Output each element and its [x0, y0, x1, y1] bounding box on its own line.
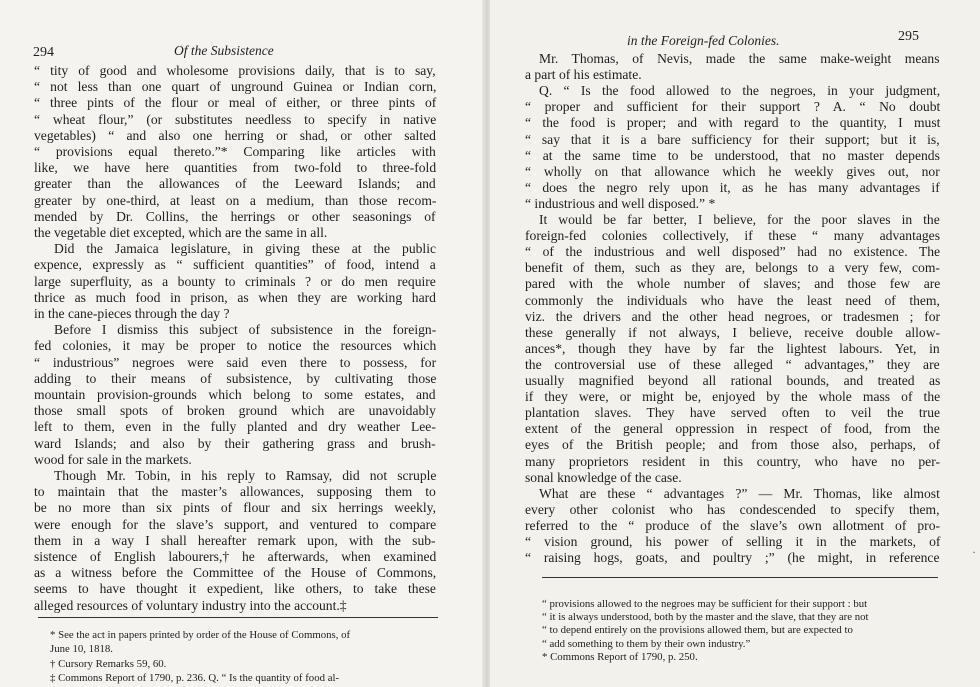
text-line: What are these “ advantages ?” — Mr. Thomas, like almost [539, 485, 940, 501]
text-line: ances*, though they have by far the lightest labours. Yet, in [525, 340, 940, 356]
text-line: large superfluity, as a bounty to criminals ? or do men require [34, 273, 436, 289]
text-line: the controversial use of these alleged “ advantages,” they are [525, 356, 940, 372]
text-line: like, we have here quantities from two-fold to three-fold [34, 160, 437, 176]
text-line: plantation slaves. They have served often to veil the true [525, 405, 941, 421]
footnote-rule [542, 577, 938, 578]
text-line: “ of the industrious and well disposed” had no existence. The [525, 244, 941, 260]
footnote-line: ‡ Commons Report of 1790, p. 236. Q. “ Is the quantity of food al- [50, 671, 340, 684]
footnote-line: * Commons Report of 1790, p. 250. [542, 650, 698, 663]
text-line: “ industrious” negroes were said even there to possess, for [34, 354, 437, 370]
footnote-line: June 10, 1818. [50, 643, 113, 656]
footnote-line: “ to depend entirely on the provisions allowed them, but are expected to [542, 624, 853, 637]
text-line: vegetables) “ and also one herring or shad, or other salted [34, 127, 436, 143]
text-line: sistence of English labourers,† he afterwards, when examined [34, 549, 437, 564]
text-line: “ say that it is a bare sufficiency for their support; but it is, [525, 131, 940, 147]
page-number: 294 [33, 45, 54, 60]
text-line: adding to their means of subsistence, by cultivating those [34, 370, 437, 386]
text-line: those small spots of broken ground which are unavoidably [34, 403, 436, 419]
page-mark: · [972, 545, 976, 559]
text-line: Did the Jamaica legislature, in giving these at the public [54, 241, 437, 257]
footnote-rule [38, 617, 438, 618]
text-line: “ not less than one quart of unground Guinea or Indian corn, [34, 79, 437, 95]
text-line: many proprietors resident in this country, who have no per- [525, 453, 940, 469]
footnote-line: * See the act in papers printed by order of the House of Commons, of [50, 629, 351, 641]
text-line: expence, expressly as “ sufficient quantities” of food, intend a [34, 257, 436, 273]
text-line: in the cane-pieces through the day ? [34, 306, 230, 321]
text-line: Before I dismiss this subject of subsistence in the foreign- [54, 322, 437, 338]
text-line: viz. the drivers and the other head negroes, or tradesmen ; for [525, 308, 941, 324]
text-line: to maintain that the master’s allowances, supposing them to [34, 484, 436, 500]
text-line: pared with the whole number of slaves; and those few are [525, 276, 941, 292]
text-line: foreign-fed colonies collectively, if these “ many advantages [525, 228, 941, 244]
text-line: left to them, even in the fully planted and dry weather Lee- [34, 419, 436, 435]
text-line: Though Mr. Tobin, in his reply to Ramsay, did not scruple [54, 468, 437, 483]
text-line: “ does the negro rely upon it, as he has many advantages if [525, 179, 940, 195]
footnote-line: “ add something to them by their own industry.” [542, 637, 751, 650]
text-line: every other colonist who has condescended to specify them, [525, 501, 940, 517]
footnote-line: “ provisions allowed to the negroes may be sufficient for their support : but [542, 598, 868, 610]
text-line: “ at the same time to be understood, that no master depends [525, 147, 940, 163]
text-line: if they were, or might be, enjoyed by the whole mass of the [525, 389, 941, 405]
text-line: as a witness before the Committee of the House of Commons, [34, 565, 437, 581]
text-line: “ wholly on that allowance which he weekly gives out, nor [525, 163, 940, 179]
text-line: “ industrious and well disposed.” * [525, 195, 716, 211]
text-line: be no more than six pints of flour and six herrings weekly, [34, 500, 436, 516]
left-page [0, 0, 484, 687]
text-line: were enough for the slave’s support, and ventured to compare [34, 516, 437, 532]
text-line: ward Islands; and also by their gathering grass and brush- [34, 435, 436, 451]
text-line: fed colonies, it may be proper to notice the resources which [34, 338, 437, 354]
text-line: eyes of the British people; and from those also, perhaps, of [525, 437, 941, 453]
text-line: Q. “ Is the food allowed to the negroes, in your judgment, [539, 83, 941, 99]
text-line: the vegetable diet excepted, which are the same in all. [34, 225, 328, 240]
text-line: commonly the individuals who have the least need of them, [525, 292, 940, 308]
right-page [490, 0, 980, 687]
text-line: alleged resources of voluntary industry into the account.‡ [34, 597, 347, 613]
running-head: Of the Subsistence [174, 43, 274, 58]
text-line: greater by one-third, at least on a medium, than those recom- [34, 192, 437, 208]
text-line: seems to have thought it expedient, like others, to take these [34, 581, 436, 597]
text-line: these generally if not always, I believe, receive double allow- [525, 324, 941, 340]
text-line: a part of his estimate. [525, 67, 642, 83]
text-line: usually magnified beyond all rational bounds, and treated as [525, 373, 941, 388]
text-line: greater than the allowances of the Leeward Islands; and [34, 176, 436, 192]
page-number: 295 [898, 29, 919, 44]
text-line: “ proper and sufficient for their support ? A. “ No doubt [525, 99, 941, 115]
text-line: extent of the general oppression in respect of food, from the [525, 421, 940, 437]
text-line: “ tity of good and wholesome provisions daily, that is to say, [34, 63, 436, 78]
text-line: them in a way I shall hereafter remark upon, with the sub- [34, 532, 436, 548]
text-line: “ wheat flour,” (or substitutes needless to specify in native [34, 111, 437, 127]
text-line: “ provisions equal thereto.”* Comparing like articles with [34, 144, 436, 159]
running-head: in the Foreign-fed Colonies. [627, 33, 780, 48]
text-line: sonal knowledge of the case. [525, 469, 682, 485]
text-line: “ vision ground, his power of selling it in the markets, of [525, 534, 941, 549]
text-line: benefit of them, such as they are, belongs to a very few, com- [525, 260, 940, 276]
text-line: mended by Dr. Collins, the herrings or other seasonings of [34, 208, 436, 224]
text-line: thrice as much food in prison, as when they are working hard [34, 289, 436, 305]
text-line: mountain provision-grounds which belong to some estates, and [34, 387, 436, 402]
footnote-line: † Cursory Remarks 59, 60. [50, 657, 167, 670]
text-line: “ three pints of the flour or meal of either, or three pints of [34, 95, 437, 111]
text-line: “ the food is proper; and with regard to the quantity, I must [525, 115, 941, 131]
text-line: It would be far better, I believe, for the poor slaves in the [539, 212, 940, 227]
text-line: wood for sale in the markets. [34, 451, 192, 467]
text-line: “ raising hogs, goats, and poultry ;” (he might, in reference [525, 550, 940, 566]
text-line: Mr. Thomas, of Nevis, made the same make-weight means [539, 51, 940, 66]
text-line: referred to the “ produce of the slave’s own allotment of pro- [525, 517, 941, 533]
footnote-line: “ it is always understood, both by the master and the slave, that they are not [542, 611, 869, 624]
